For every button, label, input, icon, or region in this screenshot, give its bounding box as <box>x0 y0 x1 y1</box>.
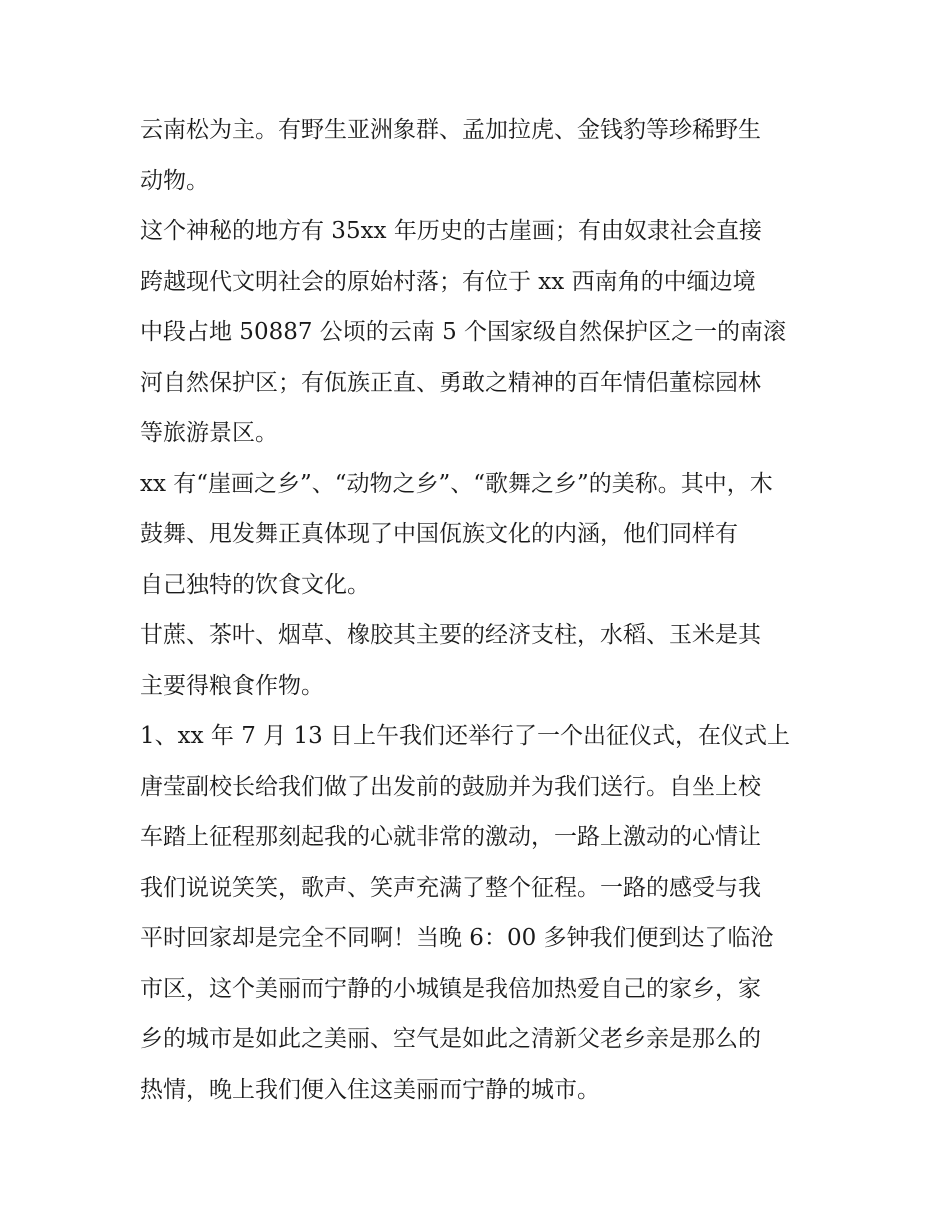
text-line: 这个神秘的地方有 35xx 年历史的古崖画；有由奴隶社会直接 <box>140 218 762 244</box>
text-line: 自己独特的饮食文化。 <box>140 571 370 598</box>
text-line: 我们说说笑笑，歌声、笑声充满了整个征程。一路的感受与我 <box>140 874 761 901</box>
document-body <box>140 105 820 1115</box>
text-line: 甘蔗、茶叶、烟草、橡胶其主要的经济支柱，水稻、玉米是其 <box>140 622 761 648</box>
text-line: 中段占地 50887 公顷的云南 5 个国家级自然保护区之一的南滚 <box>140 319 787 345</box>
text-line: 河自然保护区；有佤族正直、勇敢之精神的百年情侣董棕园林 <box>140 369 761 396</box>
paragraph-wildlife <box>140 105 820 206</box>
paragraph-journey <box>140 711 820 1115</box>
text-line: 热情，晚上我们便入住这美丽而宁静的城市。 <box>140 1076 600 1103</box>
text-line: 平时回家却是完全不同啊！当晚 6：00 多钟我们便到达了临沧 <box>140 925 774 951</box>
text-line: 1、xx 年 7 月 13 日上午我们还举行了一个出征仪式，在仪式上 <box>140 723 791 749</box>
text-line: xx 有“崖画之乡”、“动物之乡”、“歌舞之乡”的美称。其中，木 <box>140 470 773 497</box>
text-line: 等旅游景区。 <box>140 420 278 446</box>
paragraph-culture <box>140 459 820 611</box>
paragraph-economy <box>140 610 820 711</box>
text-line: 乡的城市是如此之美丽、空气是如此之清新父老乡亲是那么的 <box>140 1026 761 1052</box>
text-line: 主要得粮食作物。 <box>140 672 324 699</box>
text-line: 跨越现代文明社会的原始村落；有位于 xx 西南角的中缅边境 <box>140 268 756 295</box>
text-line: 市区，这个美丽而宁静的小城镇是我倍加热爱自己的家乡，家 <box>140 975 761 1002</box>
text-line: 云南松为主。有野生亚洲象群、孟加拉虎、金钱豹等珍稀野生 <box>140 117 761 143</box>
text-line: 动物。 <box>140 167 209 194</box>
text-line: 鼓舞、甩发舞正真体现了中国佤族文化的内涵，他们同样有 <box>140 521 738 547</box>
paragraph-attractions <box>140 206 820 459</box>
text-line: 唐莹副校长给我们做了出发前的鼓励并为我们送行。自坐上校 <box>140 773 761 800</box>
text-line: 车踏上征程那刻起我的心就非常的激动，一路上激动的心情让 <box>140 824 761 850</box>
